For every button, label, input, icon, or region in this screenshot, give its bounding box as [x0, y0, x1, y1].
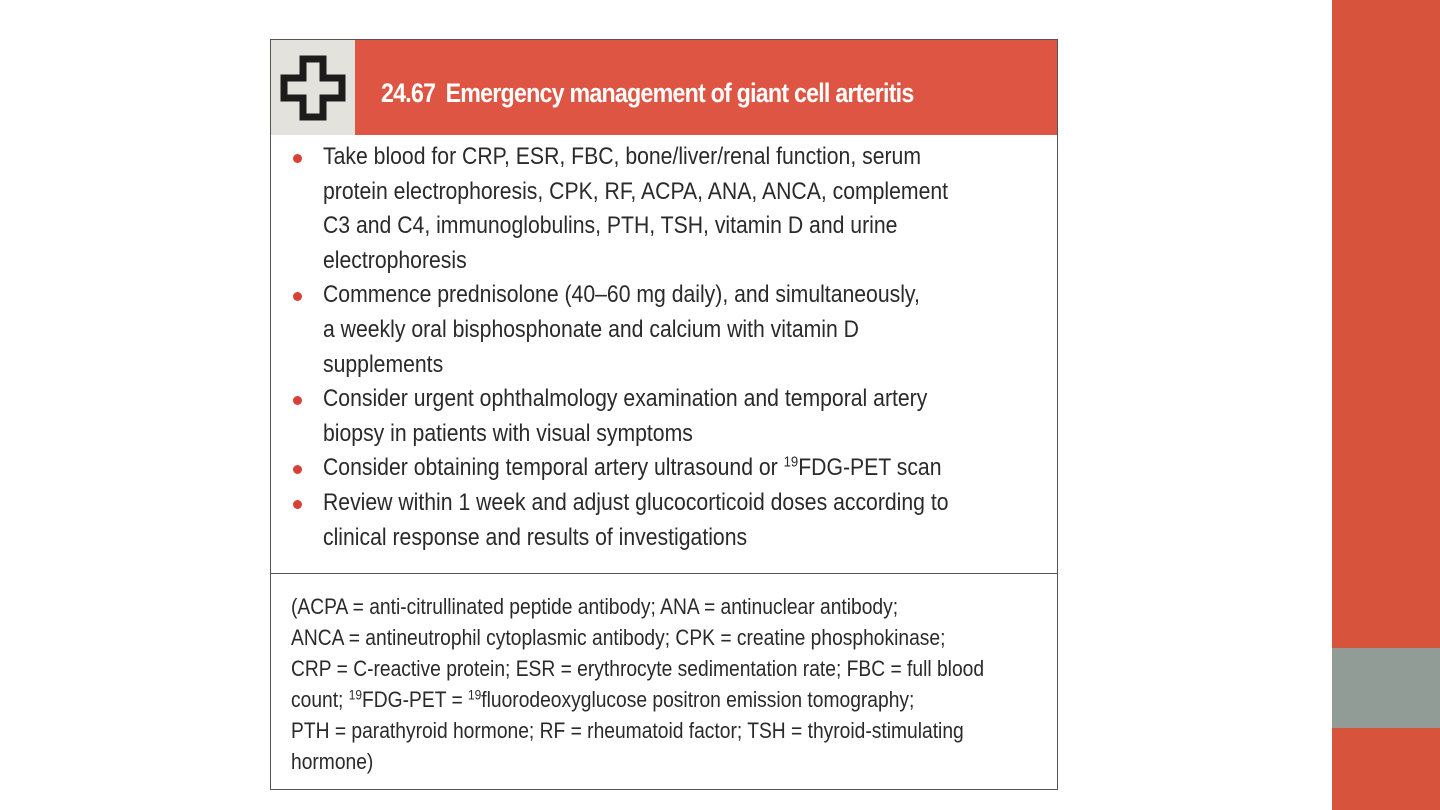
- list-item: [271, 382, 1057, 451]
- bullet-dot: [293, 154, 302, 163]
- bullet-line: electrophoresis: [323, 246, 467, 274]
- side-accent-red-top: [1332, 0, 1440, 648]
- box-header: [271, 40, 1057, 135]
- bullet-line: a weekly oral bisphosphonate and calcium with vitamin D: [323, 315, 859, 343]
- bullet-line: Review within 1 week and adjust glucocorticoid doses according to: [323, 488, 949, 516]
- box-number: 24.67: [381, 78, 436, 108]
- superscript: 19: [783, 454, 799, 471]
- bullet-line: Commence prednisolone (40–60 mg daily), and simultaneously,: [323, 281, 920, 309]
- bullet-line: Consider urgent ophthalmology examination and temporal artery: [323, 385, 928, 413]
- bullet-line: clinical response and results of investigations: [323, 523, 748, 551]
- footnote-line: ANCA = antineutrophil cytoplasmic antibody; CPK = creatine phosphokinase;: [291, 624, 946, 650]
- bullet-text: Consider obtaining temporal artery ultrasound or: [323, 454, 784, 482]
- footnote-text: FDG-PET =: [362, 686, 469, 712]
- footnote-text: fluorodeoxyglucose positron emission tomography;: [481, 686, 915, 712]
- bullet-dot: [293, 292, 302, 301]
- emergency-box: [270, 39, 1058, 790]
- footnote-line: CRP = C-reactive protein; ESR = erythrocyte sedimentation rate; FBC = full blood: [291, 655, 985, 681]
- footnote-line: PTH = parathyroid hormone; RF = rheumatoid factor; TSH = thyroid-stimulating: [291, 717, 964, 743]
- bullet-line: Take blood for CRP, ESR, FBC, bone/liver/renal function, serum: [323, 143, 921, 170]
- section-divider: [271, 573, 1057, 574]
- bullet-line: supplements: [323, 350, 444, 378]
- list-item: [271, 278, 1057, 382]
- bullet-line: protein electrophoresis, CPK, RF, ACPA, ANA, ANCA, complement: [323, 177, 949, 205]
- bullet-text: FDG-PET scan: [798, 454, 942, 482]
- side-accent-red-bottom: [1332, 728, 1440, 810]
- footnote-text: count;: [291, 686, 349, 712]
- footnote-line: (ACPA = anti-citrullinated peptide antibody; ANA = antinuclear antibody;: [291, 594, 899, 619]
- side-accent-gray: [1332, 648, 1440, 728]
- superscript: 19: [348, 686, 363, 703]
- medical-cross-icon: [279, 54, 347, 122]
- list-item: [271, 451, 1057, 486]
- abbreviations-footnote: [291, 592, 1043, 777]
- bullet-dot: [293, 465, 302, 474]
- superscript: 19: [468, 686, 482, 703]
- bullet-line: biopsy in patients with visual symptoms: [323, 419, 693, 447]
- bullet-line: C3 and C4, immunoglobulins, PTH, TSH, vitamin D and urine: [323, 212, 898, 240]
- footnote-line: [291, 685, 1043, 716]
- bullet-list: [271, 140, 1057, 555]
- footnote-line: hormone): [291, 748, 374, 774]
- box-title: [381, 78, 913, 109]
- bullet-dot: [293, 396, 302, 405]
- list-item: [271, 486, 1057, 555]
- title-cell: [355, 40, 1057, 135]
- box-title-text: Emergency management of giant cell arteritis: [445, 78, 914, 108]
- list-item: [271, 140, 1057, 278]
- bullet-dot: [293, 500, 302, 509]
- icon-cell: [271, 40, 355, 135]
